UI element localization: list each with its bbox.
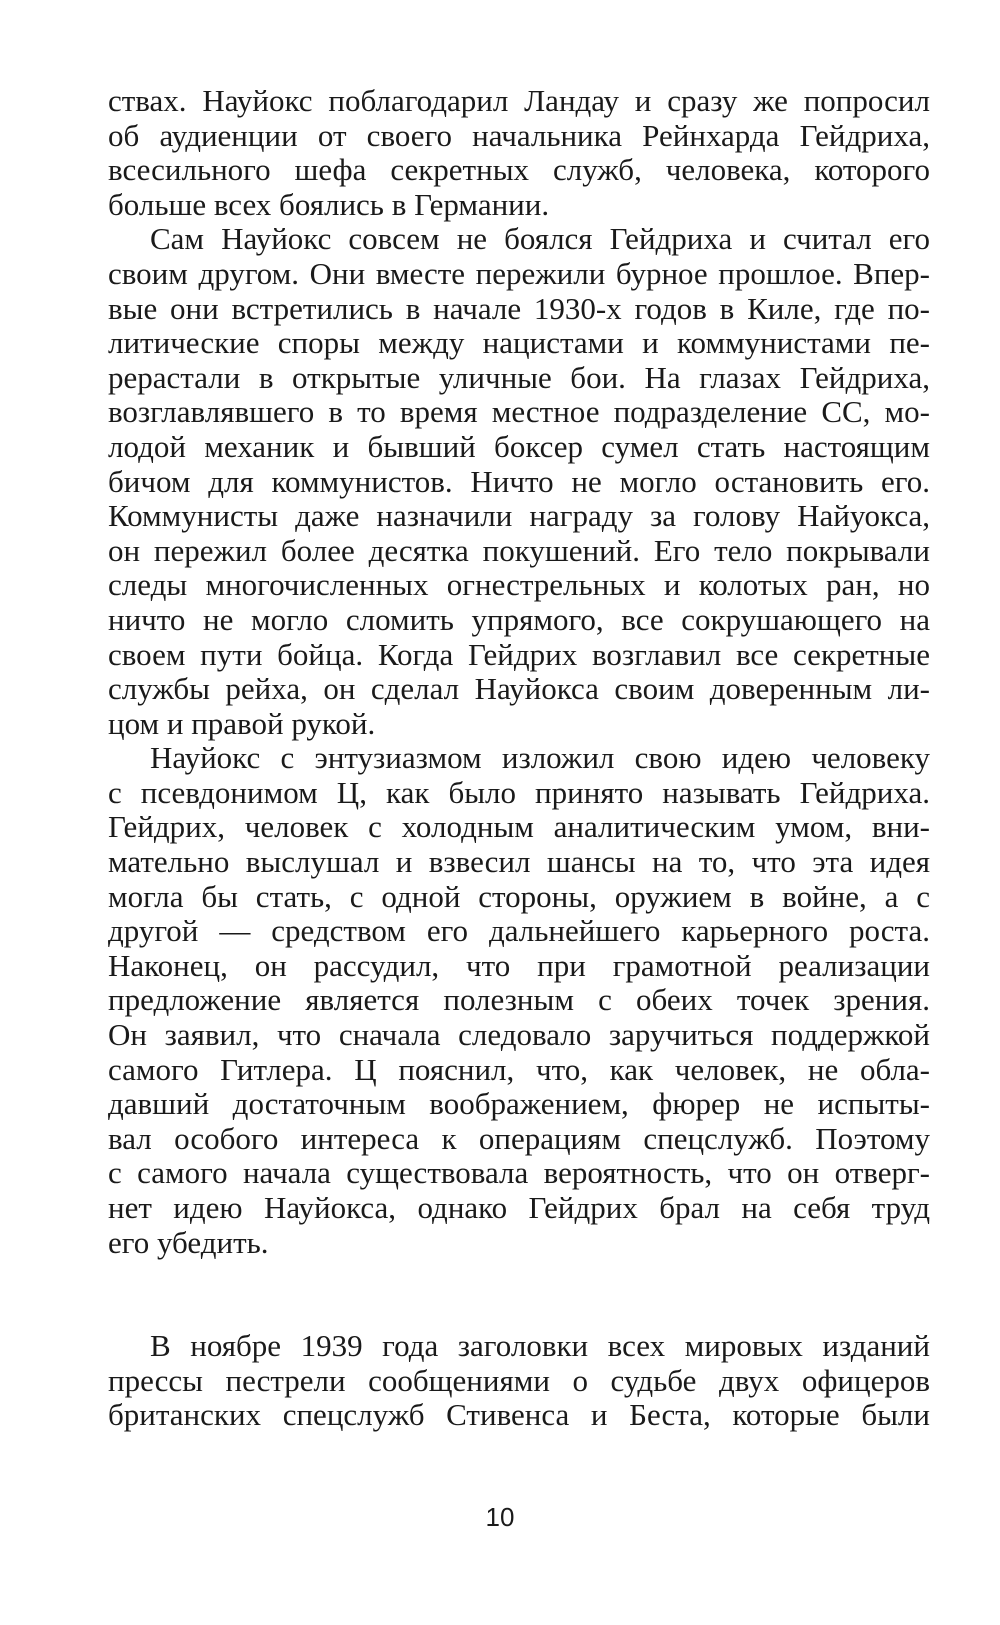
text-line: он пережил более десятка покушений. Его тело покрывали [108,532,930,568]
text-line: Наконец, он рассудил, что при грамотной реализации [108,947,930,983]
text-line: ничто не могло сломить упрямого, все сокрушающего на [108,601,930,637]
text-line: следы многочисленных огнестрельных и колотых ран, но [108,567,930,603]
text-line: службы рейха, он сделал Науйокса своим доверенным ли- [108,671,930,707]
text-line: с самого начала существовала вероятность, что он отверг- [108,1155,930,1191]
text-line: другой — средством его дальнейшего карьерного роста. [108,913,930,949]
text-line: Гейдрих, человек с холодным аналитическим умом, вни- [108,809,930,845]
page-number: 10 [485,1502,515,1532]
text-line: Он заявил, что сначала следовало заручиться поддержкой [108,1017,930,1053]
text-line: вые они встретились в начале 1930-х годов в Киле, где по- [108,290,930,326]
text-line: с псевдонимом Ц, как было принято называть Гейдриха. [108,774,930,810]
text-line: своем пути бойца. Когда Гейдрих возглавил все секретные [108,636,930,672]
text-line: могла бы стать, с одной стороны, оружием в войне, а с [108,878,930,914]
text-line: британских спецслужб Стивенса и Беста, которые были [108,1397,930,1433]
text-line: Сам Науйокс совсем не боялся Гейдриха и считал его [150,221,930,257]
text-line: давший достаточным воображением, фюрер не испыты- [108,1086,930,1122]
paragraph-4 [108,1329,930,1433]
text-line: рерастали в открытые уличные бои. На глазах Гейдриха, [108,359,930,395]
text-line: В ноябре 1939 года заголовки всех мировых изданий [150,1328,930,1364]
text-line: Науйокс с энтузиазмом изложил свою идею человеку [150,740,930,776]
text-line: всесильного шефа секретных служб, человека, которого [108,152,930,188]
page-body [108,84,930,1433]
text-line: мательно выслушал и взвесил шансы на то, что эта идея [108,844,930,880]
paragraph-1 [108,84,930,222]
text-line: возглавлявшего в то время местное подразделение СС, мо- [108,394,930,430]
text-line: бичом для коммунистов. Ничто не могло остановить его. [108,463,930,499]
paragraph-2 [108,222,930,741]
text-line: прессы пестрели сообщениями о судьбе двух офицеров [108,1362,930,1398]
paragraph-3 [108,741,930,1260]
text-line: лодой механик и бывший боксер сумел стать настоящим [108,428,930,464]
text-line: нет идею Науйокса, однако Гейдрих брал на себя труд [108,1190,930,1225]
text-line: самого Гитлера. Ц пояснил, что, как человек, не обла- [108,1051,930,1087]
text-line: Коммунисты даже назначили награду за голову Найуокса, [108,498,930,534]
text-line: об аудиенции от своего начальника Рейнхарда Гейдриха, [108,117,930,153]
text-line: его убедить. [108,1224,269,1260]
text-line: литические споры между нацистами и коммунистами пе- [108,325,930,361]
text-line: больше всех боялись в Германии. [108,186,550,222]
text-line: цом и правой рукой. [108,705,376,741]
text-line: своим другом. Они вместе пережили бурное прошлое. Впер- [108,255,930,291]
text-line: вал особого интереса к операциям спецслужб. Поэтому [108,1120,930,1156]
text-line: ствах. Науйокс поблагодарил Ландау и сразу же попросил [108,83,930,118]
text-line: предложение является полезным с обеих точек зрения. [108,982,930,1018]
section-break [108,1260,930,1329]
